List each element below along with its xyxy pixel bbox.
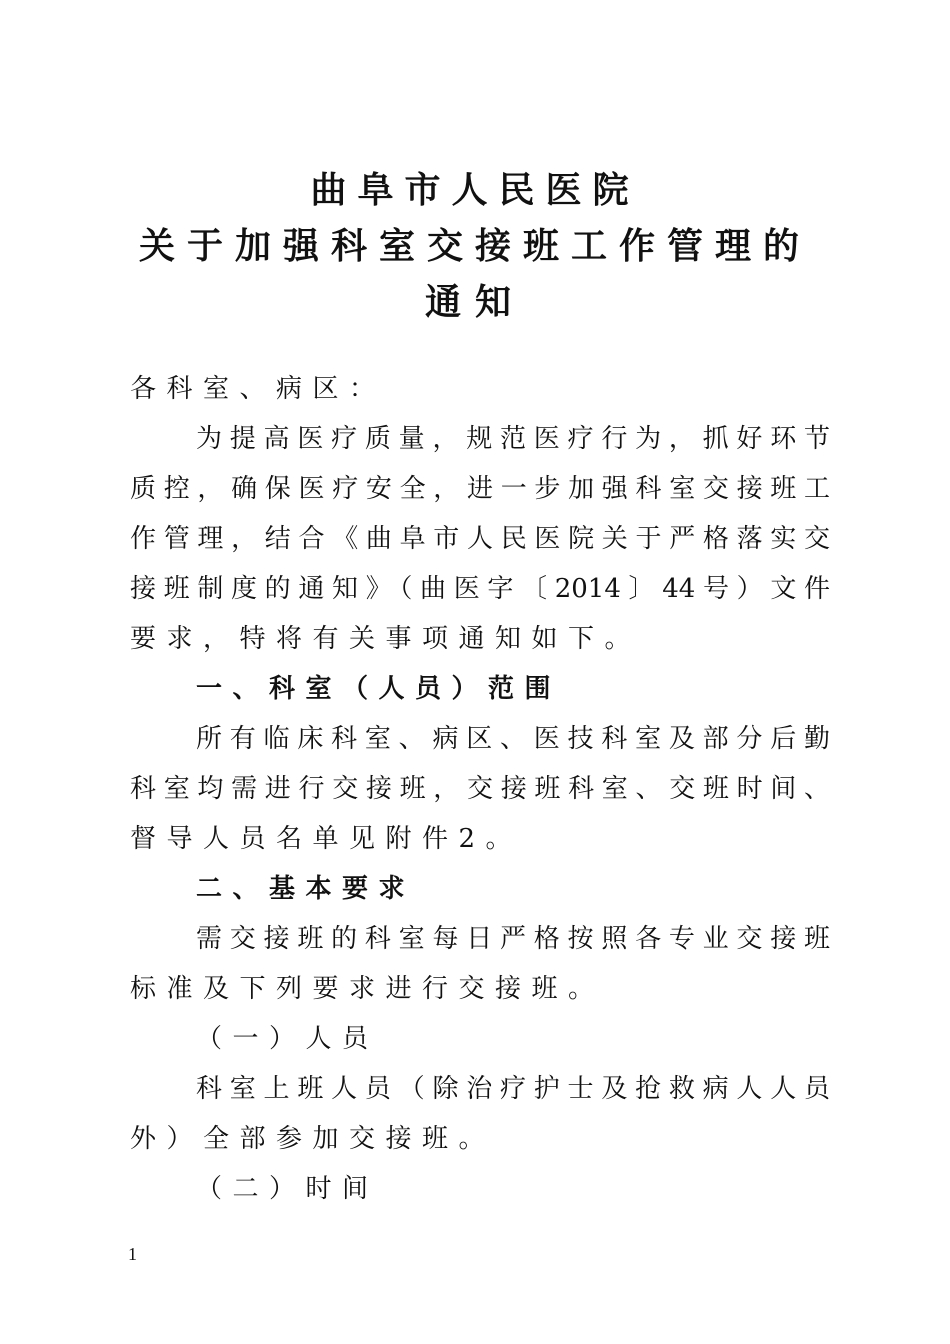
intro-line-1: 为提高医疗质量，规范医疗行为，抓好环节 [196, 424, 830, 454]
section-1-line-3: 督导人员名单见附件2。 [130, 824, 523, 854]
title-line-2: 关于加强科室交接班工作管理的 [138, 226, 811, 267]
intro-line-4: 接班制度的通知》（曲医字〔2014〕44号）文件 [130, 574, 830, 604]
subsection-1-line-1: 科室上班人员（除治疗护士及抢救病人人员 [196, 1074, 830, 1104]
intro-line-2: 质控，确保医疗安全，进一步加强科室交接班工 [130, 474, 830, 504]
intro-line-3: 作管理，结合《曲阜市人民医院关于严格落实交 [130, 524, 830, 554]
intro-line-5: 要求，特将有关事项通知如下。 [130, 624, 642, 654]
title-line-3: 通知 [424, 282, 525, 323]
section-2-line-2: 标准及下列要求进行交接班。 [130, 974, 605, 1004]
section-1-line-2: 科室均需进行交接班，交接班科室、交班时间、 [130, 774, 830, 804]
section-1-heading: 一、科室（人员）范围 [196, 674, 562, 704]
document-body [130, 364, 830, 1214]
section-2-line-1: 需交接班的科室每日严格按照各专业交接班 [196, 924, 830, 954]
title-line-1: 曲阜市人民医院 [310, 170, 640, 211]
document-title [100, 163, 850, 331]
section-2-heading: 二、基本要求 [196, 874, 416, 904]
subsection-2-heading: （二）时间 [196, 1174, 379, 1204]
page-number: 1 [128, 1244, 137, 1264]
subsection-1-heading: （一）人员 [196, 1024, 379, 1054]
salutation: 各科室、病区： [130, 374, 386, 404]
section-1-line-1: 所有临床科室、病区、医技科室及部分后勤 [196, 724, 830, 754]
subsection-1-line-2: 外）全部参加交接班。 [130, 1124, 496, 1154]
